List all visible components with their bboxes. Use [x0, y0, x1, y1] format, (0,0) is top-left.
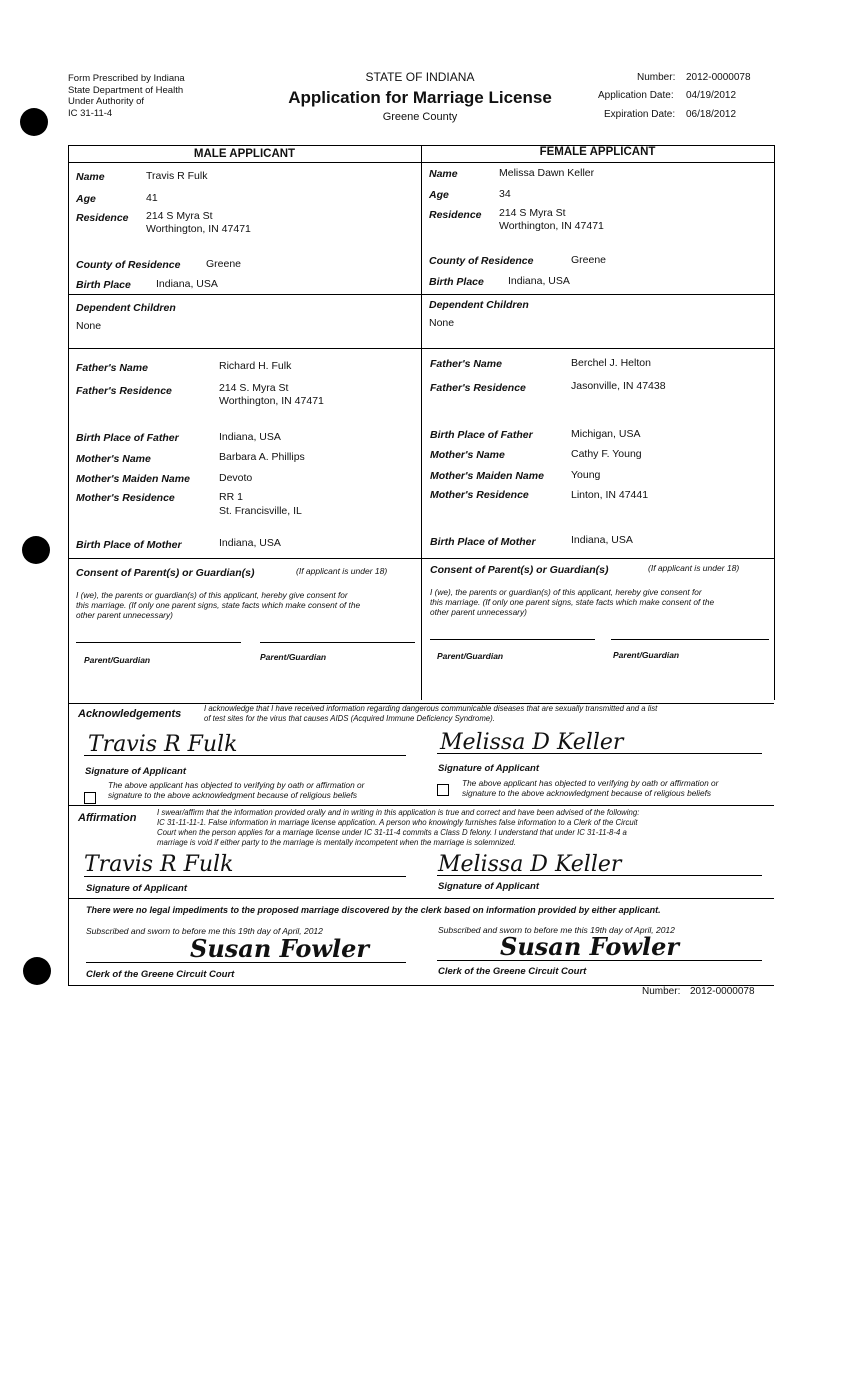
male-guardian-label-2: Parent/Guardian [260, 652, 327, 662]
male-fathers-res-1: 214 S. Myra St [219, 382, 289, 394]
female-birth-father-label: Birth Place of Father [430, 429, 533, 441]
female-consent-label: Consent of Parent(s) or Guardian(s) [430, 564, 609, 576]
page-title: Application for Marriage License [288, 88, 552, 107]
male-residence-2: Worthington, IN 47471 [146, 223, 251, 235]
male-dependent-label: Dependent Children [76, 302, 176, 314]
exp-date-label: Expiration Date: [604, 109, 676, 120]
punch-hole-3 [23, 957, 51, 985]
app-date-label: Application Date: [598, 90, 674, 101]
frame-middle [421, 145, 422, 700]
prescribed-line: Form Prescribed by Indiana [68, 73, 185, 84]
female-residence-label: Residence [429, 209, 482, 221]
female-guardian-label-2: Parent/Guardian [613, 650, 680, 660]
footer-number-value: 2012-0000078 [690, 986, 755, 997]
punch-hole-1 [20, 108, 48, 136]
male-header: MALE APPLICANT [193, 148, 296, 160]
male-guardian-line-1 [76, 642, 241, 643]
affirmation-line: Court when the person applies for a marriage license under IC 31-11-4 commits a Class D felony. I understand that under IC 31-11-8-4 a [157, 828, 627, 837]
female-ack-sig-line [437, 753, 762, 754]
male-mothers-res-1: RR 1 [219, 491, 243, 503]
male-residence-label: Residence [76, 212, 129, 224]
male-residence-1: 214 S Myra St [146, 210, 213, 222]
objection-line: signature to the above acknowledgment because of religious beliefs [108, 790, 358, 800]
prescribed-block [68, 73, 185, 119]
female-birth-father: Michigan, USA [571, 428, 641, 440]
male-aff-sig-line [84, 876, 406, 877]
consent-line: I (we), the parents or guardian(s) of this applicant, hereby give consent for [76, 590, 348, 600]
male-birth: Indiana, USA [156, 278, 218, 290]
female-ack-signature: Melissa D Keller [440, 730, 624, 755]
male-subscribed-text: Subscribed and sworn to before me this 19th day of April, 2012 [86, 926, 323, 936]
female-aff-sig-line [437, 875, 762, 876]
female-residence-2: Worthington, IN 47471 [499, 220, 604, 232]
male-mothers-res-2: St. Francisville, IL [219, 505, 302, 517]
objection-line: The above applicant has objected to verifying by oath or affirmation or [462, 778, 719, 788]
male-consent-label: Consent of Parent(s) or Guardian(s) [76, 567, 255, 579]
male-aff-sig-label: Signature of Applicant [86, 883, 187, 894]
female-birth-label: Birth Place [429, 276, 484, 288]
female-guardian-line-2 [611, 639, 769, 640]
male-dependent: None [76, 320, 102, 332]
male-birth-father-label: Birth Place of Father [76, 432, 179, 444]
male-clerk-signature: Susan Fowler [190, 934, 370, 963]
female-consent-text [430, 587, 714, 617]
male-county: Greene [206, 258, 242, 270]
female-mothers-name-label: Mother's Name [430, 449, 505, 461]
female-county-label: County of Residence [429, 255, 534, 267]
ack-label: Acknowledgements [78, 708, 182, 720]
female-header: FEMALE APPLICANT [539, 146, 656, 158]
female-fathers-res-label: Father's Residence [430, 382, 526, 394]
affirmation-label: Affirmation [78, 812, 137, 824]
ack-line: of test sites for the virus that causes AIDS (Acquired Immune Deficiency Syndrome). [204, 714, 495, 723]
prescribed-line: IC 31-11-4 [68, 107, 113, 119]
prescribed-line: State Department of Health [68, 84, 184, 96]
female-mothers-res-label: Mother's Residence [430, 489, 529, 501]
female-age: 34 [499, 188, 511, 200]
male-ack-sig-label: Signature of Applicant [85, 766, 186, 777]
affirmation-line: marriage is void if either party to the marriage is mentally incompetent when the marriage is solemnized. [157, 838, 516, 847]
female-aff-signature: Melissa D Keller [438, 852, 622, 877]
female-dependent-label: Dependent Children [429, 299, 529, 311]
punch-hole-2 [22, 536, 50, 564]
female-ack-sig-label: Signature of Applicant [438, 763, 539, 774]
ack-text [204, 704, 657, 724]
male-age: 41 [146, 192, 158, 204]
male-objection-checkbox[interactable] [84, 792, 96, 804]
male-clerk-label: Clerk of the Greene Circuit Court [86, 969, 235, 980]
female-objection-checkbox[interactable] [437, 784, 449, 796]
male-maiden: Devoto [219, 472, 253, 484]
female-mothers-name: Cathy F. Young [571, 448, 642, 460]
male-maiden-label: Mother's Maiden Name [76, 473, 190, 485]
male-birth-label: Birth Place [76, 279, 131, 291]
female-guardian-label-1: Parent/Guardian [437, 651, 504, 661]
female-birth: Indiana, USA [508, 275, 570, 287]
affirmation-text [157, 808, 639, 848]
male-birth-father: Indiana, USA [219, 431, 281, 443]
male-age-label: Age [76, 193, 96, 205]
county-title: Greene County [382, 111, 458, 123]
no-impediments-text: There were no legal impediments to the proposed marriage discovered by the clerk based on information provided by either applicant. [86, 905, 661, 915]
male-fathers-res-2: Worthington, IN 47471 [219, 395, 324, 407]
female-maiden-label: Mother's Maiden Name [430, 470, 544, 482]
female-objection-text [462, 778, 718, 798]
female-guardian-line-1 [430, 639, 595, 640]
male-fathers-res-label: Father's Residence [76, 385, 172, 397]
objection-line: signature to the above acknowledgment because of religious beliefs [462, 788, 712, 798]
male-consent-text [76, 590, 360, 620]
male-ack-sig-line [84, 755, 406, 756]
female-dependent: None [429, 317, 455, 329]
consent-line: other parent unnecessary) [430, 607, 527, 617]
male-name: Travis R Fulk [146, 170, 208, 182]
ack-bottom-line [68, 805, 774, 806]
female-birth-mother-label: Birth Place of Mother [430, 536, 536, 548]
female-under18: (If applicant is under 18) [648, 563, 740, 573]
female-residence-1: 214 S Myra St [499, 207, 566, 219]
consent-line: I (we), the parents or guardian(s) of this applicant, hereby give consent for [430, 587, 702, 597]
objection-line: The above applicant has objected to verifying by oath or affirmation or [108, 780, 365, 790]
female-county: Greene [571, 254, 607, 266]
number-label: Number: [637, 72, 676, 83]
female-clerk-sig-line [437, 960, 762, 961]
row-divider-3 [68, 558, 774, 559]
affirmation-line: I swear/affirm that the information provided orally and in writing in this application is true and correct and have been advised of the following: [157, 808, 640, 817]
male-guardian-label-1: Parent/Guardian [84, 655, 151, 665]
frame-right [774, 145, 775, 700]
male-birth-mother-label: Birth Place of Mother [76, 539, 182, 551]
male-mothers-name-label: Mother's Name [76, 453, 151, 465]
row-divider-2 [68, 348, 774, 349]
male-ack-signature: Travis R Fulk [88, 732, 238, 757]
app-date-value: 04/19/2012 [686, 90, 737, 101]
female-clerk-signature: Susan Fowler [500, 932, 680, 961]
consent-line: other parent unnecessary) [76, 610, 173, 620]
row-divider-1 [68, 294, 774, 295]
footer-number-label: Number: [642, 986, 681, 997]
consent-line: this marriage. (If only one parent signs, state facts which make consent of the [76, 600, 361, 610]
state-title: STATE OF INDIANA [365, 70, 475, 84]
ack-line: I acknowledge that I have received information regarding dangerous communicable diseases that are sexually transmitted and a list [204, 704, 658, 713]
female-subscribed-text: Subscribed and sworn to before me this 19th day of April, 2012 [438, 925, 675, 935]
male-name-label: Name [76, 171, 105, 183]
affirmation-bottom-line [68, 898, 774, 899]
male-mothers-res-label: Mother's Residence [76, 492, 175, 504]
male-clerk-sig-line [86, 962, 406, 963]
male-under18: (If applicant is under 18) [296, 566, 388, 576]
male-aff-signature: Travis R Fulk [84, 852, 234, 877]
consent-line: this marriage. (If only one parent signs, state facts which make consent of the [430, 597, 715, 607]
female-birth-mother: Indiana, USA [571, 534, 633, 546]
frame-left [68, 145, 69, 705]
female-fathers-name: Berchel J. Helton [571, 357, 651, 369]
female-maiden: Young [571, 469, 601, 481]
male-objection-text [108, 780, 364, 800]
female-aff-sig-label: Signature of Applicant [438, 881, 539, 892]
female-mothers-res-1: Linton, IN 47441 [571, 489, 649, 501]
number-value: 2012-0000078 [686, 72, 751, 83]
female-name-label: Name [429, 168, 458, 180]
female-clerk-label: Clerk of the Greene Circuit Court [438, 966, 587, 977]
prescribed-line: Under Authority of [68, 96, 145, 107]
female-fathers-name-label: Father's Name [430, 358, 502, 370]
male-fathers-name-label: Father's Name [76, 362, 148, 374]
affirmation-line: IC 31-11-11-1. False information in marriage license application. A person who knowingly furnishes false information to a Clerk of the Circuit [157, 818, 638, 827]
exp-date-value: 06/18/2012 [686, 109, 737, 120]
male-mothers-name: Barbara A. Phillips [219, 451, 305, 463]
female-name: Melissa Dawn Keller [499, 167, 595, 179]
female-age-label: Age [429, 189, 449, 201]
male-birth-mother: Indiana, USA [219, 537, 281, 549]
female-fathers-res-1: Jasonville, IN 47438 [571, 380, 666, 392]
male-guardian-line-2 [260, 642, 415, 643]
male-county-label: County of Residence [76, 259, 181, 271]
frame-left-lower [68, 703, 69, 985]
male-fathers-name: Richard H. Fulk [219, 360, 292, 372]
